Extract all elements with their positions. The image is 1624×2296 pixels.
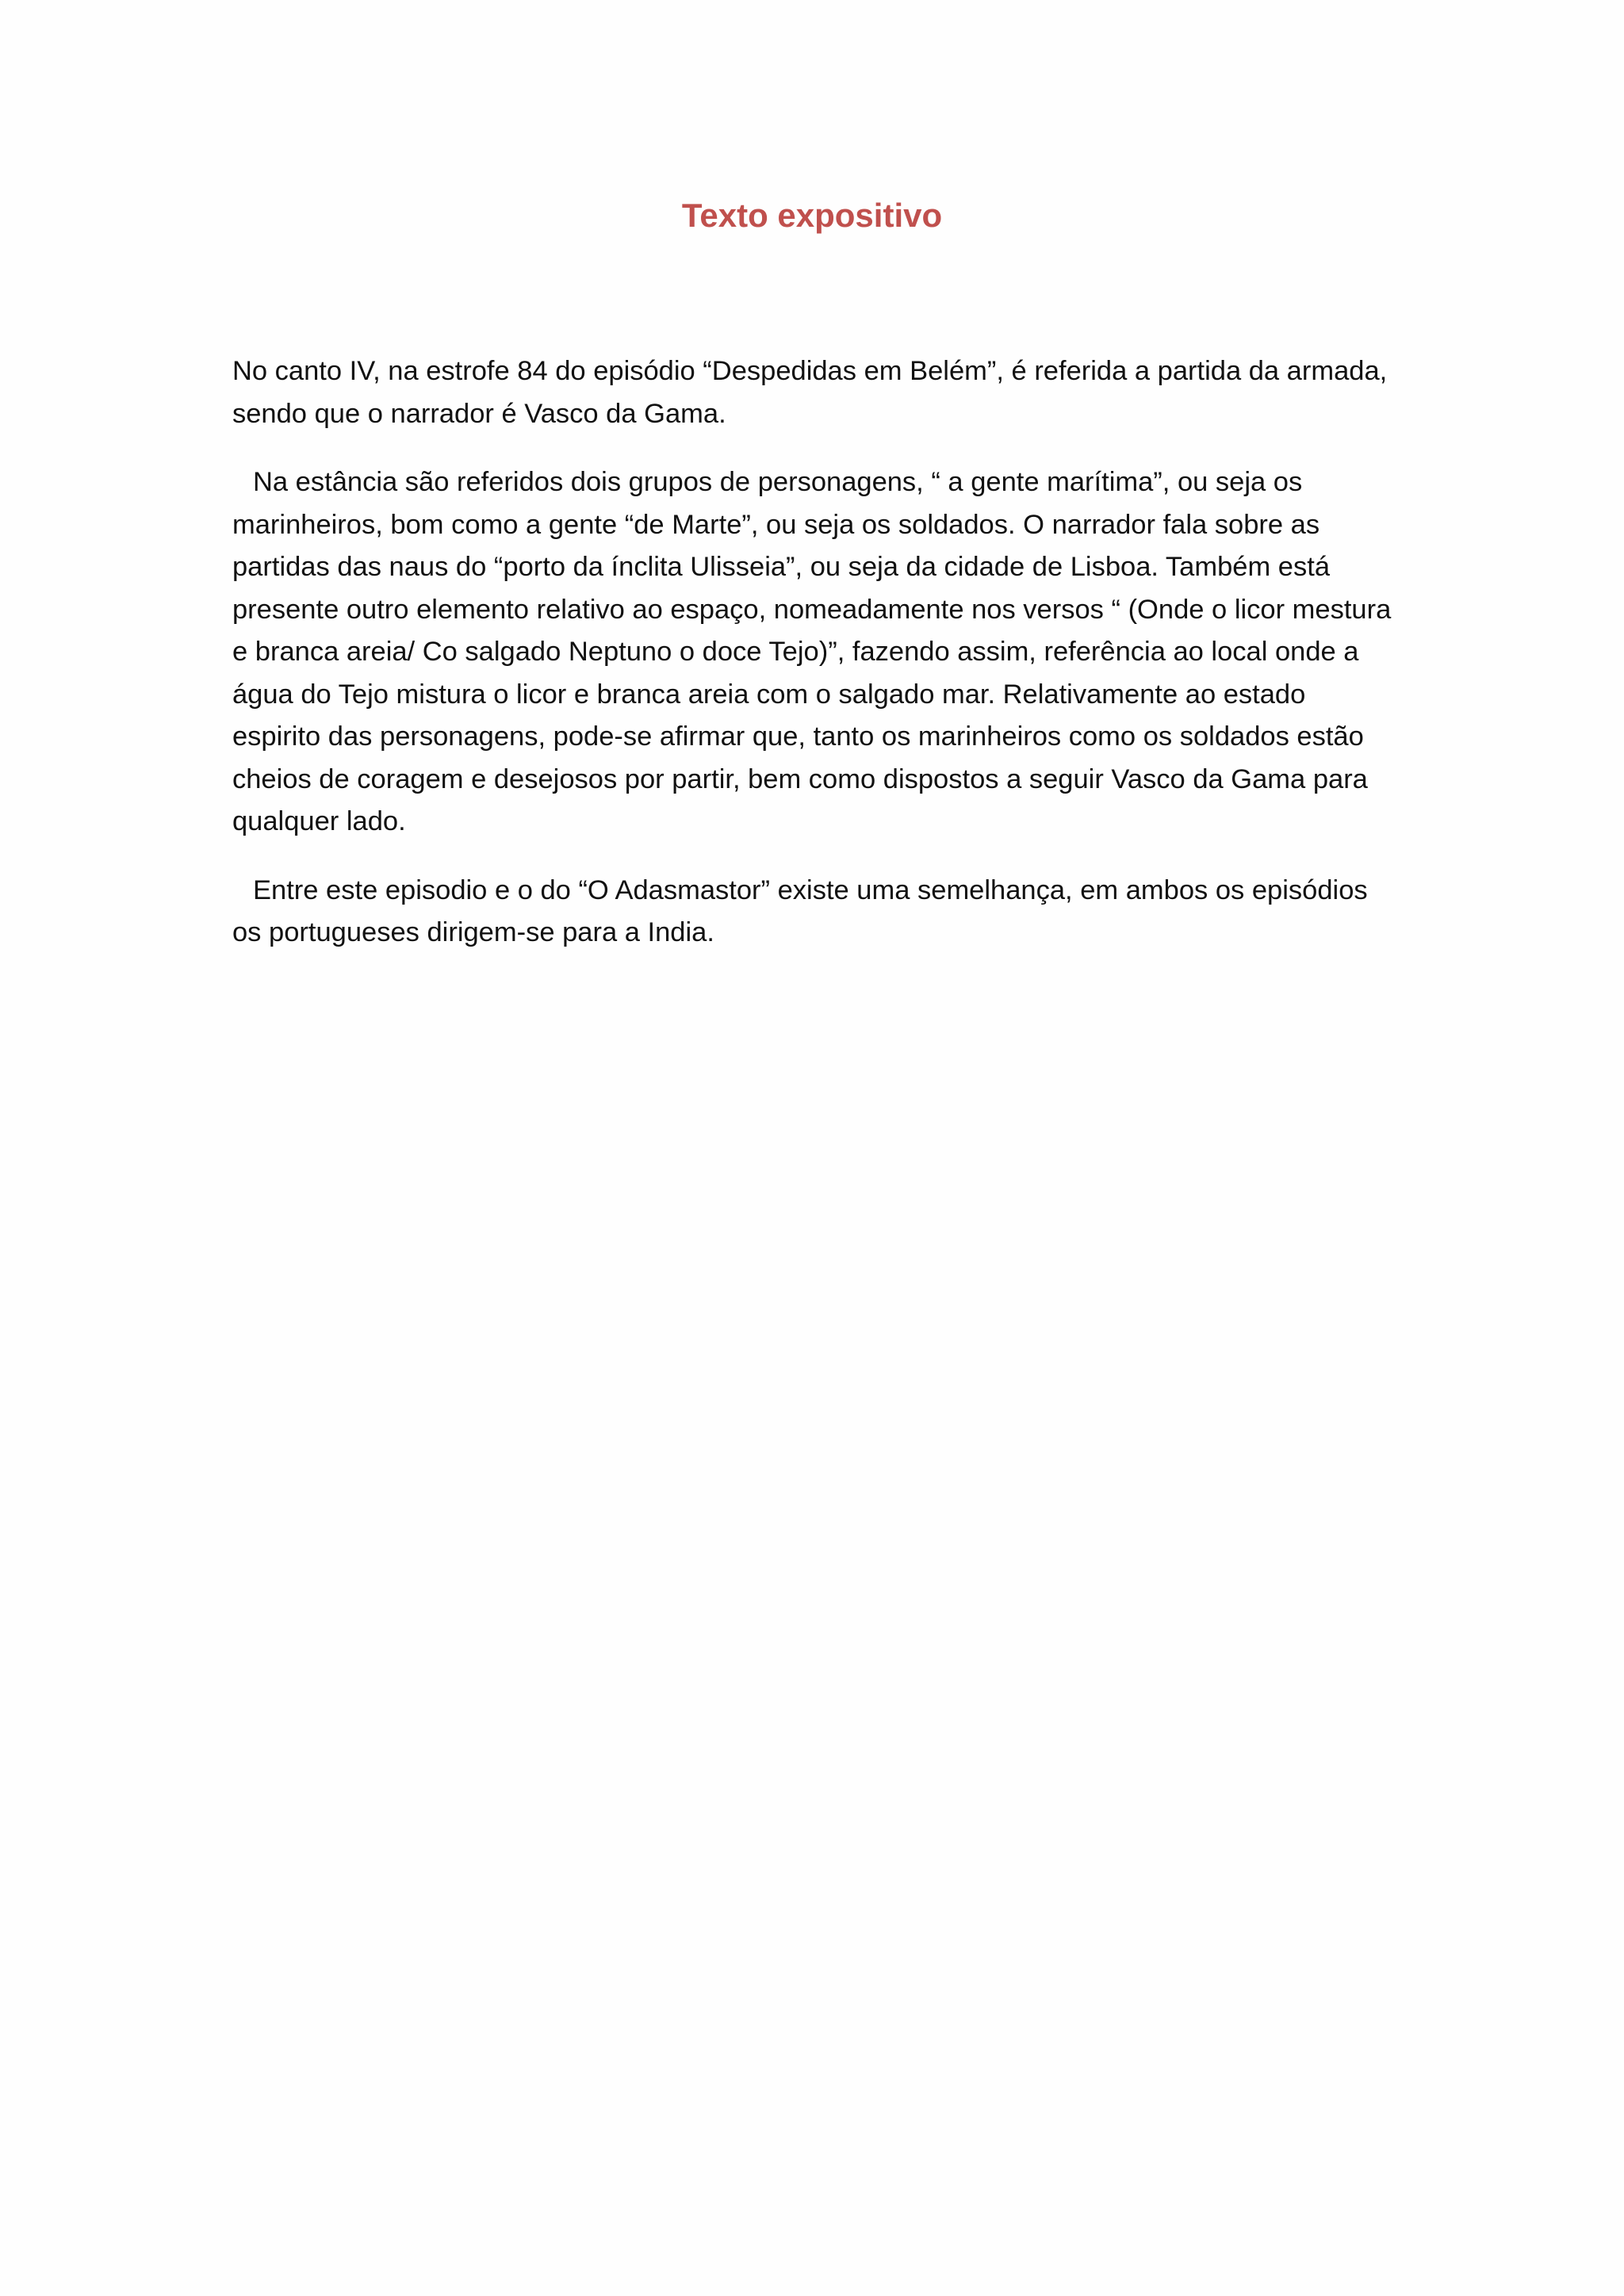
paragraph-1: No canto IV, na estrofe 84 do episódio “Despedidas em Belém”, é referida a partida da armada, sendo que o narrador é Vasco da Gama. — [232, 356, 1388, 429]
paragraph-2: Na estância são referidos dois grupos de personagens, “ a gente marítima”, ou seja os marinheiros, bom como a gente “de Marte”, ou seja os soldados. O narrador fala sobre as partidas das naus do “porto da ínclita Ulisseia”, ou seja da cidade de Lisboa. Também está presente outro elemento relativo ao espaço, nomeadamente nos versos “ (Onde o licor mestura e branca areia/ Co salgado Neptuno o doce Tejo)”, fazendo assim, referência ao local onde a água do Tejo mistura o licor e branca areia com o salgado mar. Relativamente ao estado espirito das personagens, pode-se afirmar que, tanto os marinheiros como os soldados estão cheios de coragem e desejosos por partir, bem como dispostos a seguir Vasco da Gama para qualquer lado. — [232, 467, 1392, 836]
document-body — [232, 350, 1398, 981]
paragraph-3: Entre este episodio e o do “O Adasmastor” existe uma semelhança, em ambos os episódios os portugueses dirigem-se para a India. — [232, 874, 1368, 947]
document-title: Texto expositivo — [681, 197, 943, 234]
